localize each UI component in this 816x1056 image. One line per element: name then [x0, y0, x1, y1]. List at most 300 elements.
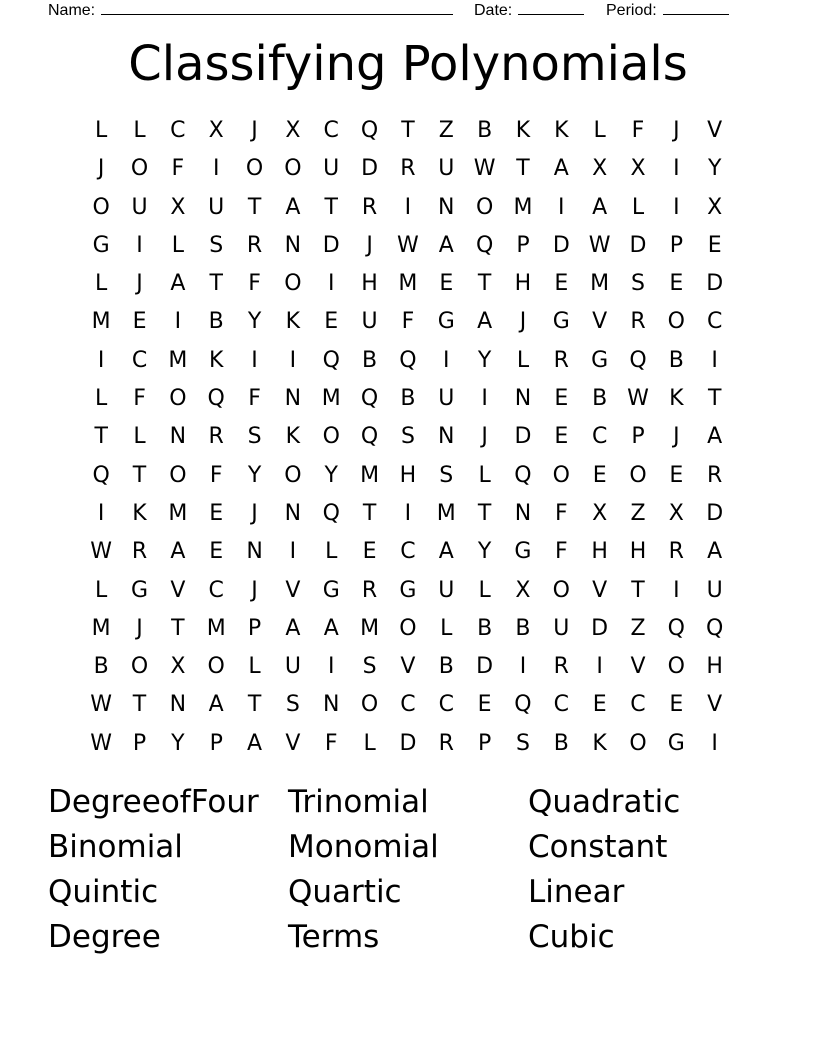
grid-cell[interactable]: N	[284, 386, 302, 412]
grid-cell[interactable]: O	[629, 462, 647, 488]
grid-cell[interactable]: W	[90, 692, 113, 718]
date-blank[interactable]	[518, 0, 584, 15]
grid-cell[interactable]: E	[554, 386, 569, 412]
grid-cell[interactable]: Q	[514, 462, 532, 488]
grid-cell[interactable]: I	[136, 232, 143, 258]
grid-cell[interactable]: E	[669, 462, 684, 488]
grid-cell[interactable]: K	[208, 347, 224, 373]
grid-cell[interactable]: L	[325, 539, 338, 565]
grid-cell[interactable]: I	[289, 347, 297, 373]
grid-cell[interactable]: I	[481, 386, 488, 412]
grid-cell[interactable]: T	[631, 577, 645, 603]
grid-cell[interactable]: B	[553, 730, 569, 756]
grid-cell[interactable]: B	[438, 654, 454, 680]
grid-cell[interactable]: I	[97, 347, 105, 373]
grid-cell[interactable]: G	[399, 577, 417, 603]
grid-cell[interactable]: E	[669, 271, 684, 297]
grid-cell[interactable]: J	[97, 156, 105, 182]
grid-cell[interactable]: S	[631, 271, 645, 297]
grid-cell[interactable]: D	[629, 232, 647, 258]
grid-cell[interactable]: Q	[322, 347, 340, 373]
grid-cell[interactable]: I	[596, 654, 603, 680]
grid-cell[interactable]: J	[136, 615, 143, 641]
word-bank	[48, 780, 768, 960]
grid-cell[interactable]: Q	[360, 118, 379, 143]
grid-cell[interactable]: Q	[207, 386, 225, 412]
grid-cell[interactable]: N	[514, 386, 532, 412]
grid-cell[interactable]: U	[553, 615, 570, 641]
grid-cell[interactable]: C	[630, 692, 646, 718]
grid-cell[interactable]: K	[285, 424, 301, 450]
grid-cell[interactable]: O	[284, 271, 302, 297]
grid-cell[interactable]: M	[91, 615, 111, 641]
grid-cell[interactable]: A	[438, 539, 454, 565]
word-bank-row	[48, 870, 768, 915]
grid-cell[interactable]: O	[169, 386, 187, 412]
grid-cell[interactable]: L	[171, 232, 184, 258]
grid-cell[interactable]: H	[591, 539, 608, 565]
grid-cell[interactable]: G	[322, 577, 340, 603]
grid-cell[interactable]: W	[90, 539, 113, 565]
grid-cell[interactable]: M	[436, 500, 456, 526]
grid-cell[interactable]: O	[245, 156, 264, 182]
grid-cell[interactable]: L	[516, 347, 530, 373]
grid-cell[interactable]: I	[327, 271, 335, 297]
grid-cell[interactable]: G	[552, 309, 570, 335]
grid-cell[interactable]: N	[514, 500, 532, 526]
grid-cell[interactable]: M	[321, 386, 341, 412]
grid-cell[interactable]: R	[630, 309, 646, 335]
grid-cell[interactable]: O	[552, 462, 570, 488]
grid-cell[interactable]: F	[248, 271, 261, 297]
grid-cell[interactable]: Q	[514, 692, 532, 718]
grid-cell[interactable]: Q	[322, 500, 340, 526]
grid-cell[interactable]: J	[251, 118, 258, 143]
grid-cell[interactable]: T	[132, 692, 147, 718]
grid-cell[interactable]: Q	[399, 347, 417, 373]
grid-cell[interactable]: F	[133, 386, 146, 412]
grid-cell[interactable]: M	[360, 462, 380, 488]
grid-cell[interactable]: N	[323, 692, 340, 718]
grid-row	[82, 227, 734, 265]
grid-cell[interactable]: B	[208, 309, 224, 335]
grid-cell[interactable]: C	[400, 539, 416, 565]
grid-cell[interactable]: N	[284, 232, 302, 258]
grid-cell[interactable]: T	[477, 271, 492, 297]
grid-cell[interactable]: B	[477, 615, 493, 641]
grid-cell[interactable]: P	[209, 730, 223, 756]
grid-cell[interactable]: E	[477, 692, 492, 718]
grid-cell[interactable]: P	[132, 730, 147, 756]
grid-cell[interactable]: T	[247, 194, 262, 220]
grid-cell[interactable]: Y	[707, 156, 722, 182]
grid-cell[interactable]: C	[400, 692, 416, 718]
grid-cell[interactable]: I	[711, 730, 718, 756]
grid-cell[interactable]: C	[131, 347, 148, 373]
grid-cell[interactable]: U	[208, 194, 225, 220]
grid-cell[interactable]: I	[327, 654, 335, 680]
grid-cell[interactable]: I	[673, 156, 680, 182]
grid-cell[interactable]: M	[168, 347, 188, 373]
grid-cell[interactable]: T	[209, 271, 223, 297]
grid-cell[interactable]: X	[707, 194, 723, 220]
grid-cell[interactable]: M	[398, 271, 418, 297]
grid-cell[interactable]: D	[476, 654, 494, 680]
grid-cell[interactable]: G	[667, 730, 685, 756]
grid-cell[interactable]: T	[324, 194, 338, 220]
grid-cell[interactable]: R	[131, 539, 148, 565]
grid-cell[interactable]: L	[133, 118, 146, 143]
grid-cell[interactable]: K	[132, 500, 147, 526]
grid-cell[interactable]: W	[473, 156, 496, 182]
grid-cell[interactable]: I	[212, 156, 220, 182]
grid-cell[interactable]: L	[95, 386, 108, 412]
grid-cell[interactable]: H	[514, 271, 532, 297]
grid-cell[interactable]: Z	[438, 118, 454, 143]
grid-cell[interactable]: N	[169, 424, 187, 450]
grid-cell[interactable]: W	[627, 386, 649, 412]
grid-cell[interactable]: D	[591, 615, 609, 641]
grid-cell[interactable]: N	[169, 692, 187, 718]
grid-cell[interactable]: K	[554, 118, 569, 143]
grid-cell[interactable]: A	[247, 730, 263, 756]
grid-cell[interactable]: X	[668, 500, 684, 526]
grid-cell[interactable]: G	[591, 347, 609, 373]
grid-cell[interactable]: D	[514, 424, 532, 450]
grid-cell[interactable]: C	[208, 577, 224, 603]
word-bank-item: Binomial	[48, 829, 183, 865]
grid-cell[interactable]: R	[707, 462, 723, 488]
grid-cell[interactable]: V	[630, 654, 646, 680]
grid-cell[interactable]: X	[592, 500, 608, 526]
grid-cell[interactable]: X	[592, 156, 608, 182]
grid-cell[interactable]: O	[284, 462, 302, 488]
grid-cell[interactable]: L	[478, 577, 491, 603]
grid-cell[interactable]: T	[171, 615, 185, 641]
grid-cell[interactable]: J	[251, 577, 258, 603]
grid-cell[interactable]: L	[95, 577, 108, 603]
grid-cell[interactable]: Y	[477, 539, 492, 565]
grid-cell[interactable]: E	[324, 309, 339, 335]
grid-cell[interactable]: P	[477, 730, 492, 756]
grid-cell[interactable]: Q	[92, 462, 110, 488]
grid-cell[interactable]: O	[169, 462, 187, 488]
grid-cell[interactable]: V	[592, 577, 608, 603]
grid-cell[interactable]: S	[285, 692, 300, 718]
grid-cell[interactable]: R	[438, 730, 454, 756]
grid-cell[interactable]: B	[93, 654, 109, 680]
grid-cell[interactable]: T	[362, 500, 377, 526]
grid-cell[interactable]: U	[438, 156, 455, 182]
grid-cell[interactable]: B	[515, 615, 531, 641]
grid-cell[interactable]: C	[438, 692, 454, 718]
grid-cell[interactable]: L	[478, 462, 491, 488]
grid-cell[interactable]: R	[553, 654, 569, 680]
grid-cell[interactable]: L	[593, 118, 606, 143]
grid-cell[interactable]: P	[631, 424, 645, 450]
grid-cell[interactable]: O	[667, 309, 685, 335]
grid-cell[interactable]: S	[209, 232, 224, 258]
grid-cell[interactable]: U	[323, 156, 340, 182]
grid-cell[interactable]: A	[170, 271, 186, 297]
grid-cell[interactable]: K	[285, 309, 301, 335]
grid-cell[interactable]: B	[477, 118, 493, 143]
grid-cell[interactable]: E	[592, 462, 607, 488]
grid-cell[interactable]: Z	[630, 500, 646, 526]
grid-cell[interactable]: B	[400, 386, 416, 412]
grid-cell[interactable]: T	[247, 692, 262, 718]
grid-cell[interactable]: V	[285, 730, 301, 756]
grid-cell[interactable]: L	[133, 424, 146, 450]
name-field	[48, 0, 453, 20]
grid-cell[interactable]: U	[361, 309, 378, 335]
grid-cell[interactable]: M	[360, 615, 380, 641]
grid-cell[interactable]: O	[92, 194, 110, 220]
grid-cell[interactable]: I	[673, 577, 680, 603]
grid-cell[interactable]: C	[323, 118, 339, 143]
grid-cell[interactable]: N	[438, 194, 455, 220]
grid-cell[interactable]: I	[443, 347, 450, 373]
grid-cell[interactable]: A	[208, 692, 224, 718]
grid-cell[interactable]: I	[251, 347, 258, 373]
grid-cell[interactable]: P	[669, 232, 683, 258]
grid-cell[interactable]: E	[554, 271, 569, 297]
grid-cell[interactable]: T	[132, 462, 147, 488]
grid-cell[interactable]: O	[207, 654, 225, 680]
grid-cell[interactable]: Q	[360, 386, 379, 412]
grid-cell[interactable]: R	[553, 347, 569, 373]
grid-cell[interactable]: O	[322, 424, 340, 450]
grid-cell[interactable]: A	[285, 615, 301, 641]
grid-cell[interactable]: L	[363, 730, 376, 756]
grid-row	[82, 380, 734, 418]
grid-cell[interactable]: S	[362, 654, 377, 680]
grid-cell[interactable]: X	[515, 577, 531, 603]
grid-cell[interactable]: F	[209, 462, 223, 488]
grid-cell[interactable]: R	[400, 156, 416, 182]
grid-cell[interactable]: E	[554, 424, 569, 450]
grid-cell[interactable]: A	[707, 539, 723, 565]
grid-cell[interactable]: J	[136, 271, 143, 297]
grid-cell[interactable]: L	[95, 271, 108, 297]
grid-cell[interactable]: V	[592, 309, 608, 335]
grid-cell[interactable]: V	[707, 692, 723, 718]
grid-cell[interactable]: F	[401, 309, 415, 335]
grid-cell[interactable]: N	[284, 500, 302, 526]
grid-cell[interactable]: Y	[247, 462, 262, 488]
grid-cell[interactable]: K	[592, 730, 607, 756]
grid-cell[interactable]: F	[631, 118, 645, 143]
grid-cell[interactable]: K	[669, 386, 684, 412]
grid-cell[interactable]: H	[361, 271, 378, 297]
grid-cell[interactable]: H	[399, 462, 417, 488]
grid-cell[interactable]: S	[247, 424, 262, 450]
grid-cell[interactable]: L	[631, 194, 645, 220]
grid-cell[interactable]: M	[513, 194, 533, 220]
grid-cell[interactable]: U	[131, 194, 148, 220]
grid-cell[interactable]: C	[170, 118, 186, 143]
grid-cell[interactable]: A	[553, 156, 569, 182]
grid-cell[interactable]: R	[361, 194, 378, 220]
grid-cell[interactable]: P	[516, 232, 530, 258]
grid-cell[interactable]: D	[361, 156, 379, 182]
grid-cell[interactable]: Q	[667, 615, 685, 641]
grid-cell[interactable]: A	[438, 232, 454, 258]
grid-cell[interactable]: H	[706, 654, 723, 680]
grid-cell[interactable]: I	[519, 654, 527, 680]
grid-cell[interactable]: I	[558, 194, 565, 220]
grid-cell[interactable]: T	[516, 156, 530, 182]
grid-cell[interactable]: H	[629, 539, 647, 565]
grid-cell[interactable]: L	[95, 118, 108, 143]
grid-cell[interactable]: G	[92, 232, 110, 258]
grid-cell[interactable]: J	[519, 309, 527, 335]
grid-cell[interactable]: R	[361, 577, 378, 603]
grid-cell[interactable]: F	[324, 730, 338, 756]
grid-cell[interactable]: A	[592, 194, 608, 220]
grid-cell[interactable]: E	[669, 692, 684, 718]
grid-cell[interactable]: G	[437, 309, 455, 335]
grid-cell[interactable]: Y	[477, 347, 492, 373]
grid-cell[interactable]: U	[706, 577, 723, 603]
grid-cell[interactable]: T	[94, 424, 108, 450]
grid-cell[interactable]: D	[706, 271, 724, 297]
grid-cell[interactable]: E	[592, 692, 607, 718]
grid-cell[interactable]: B	[592, 386, 608, 412]
grid-cell[interactable]: W	[588, 232, 611, 258]
grid-cell[interactable]: D	[552, 232, 570, 258]
grid-cell[interactable]: M	[590, 271, 610, 297]
grid-cell[interactable]: J	[366, 232, 373, 258]
grid-cell[interactable]: E	[707, 232, 722, 258]
name-blank[interactable]	[101, 0, 453, 15]
grid-cell[interactable]: I	[97, 500, 105, 526]
grid-cell[interactable]: S	[515, 730, 530, 756]
grid-cell[interactable]: Q	[475, 232, 494, 258]
grid-cell[interactable]: S	[400, 424, 415, 450]
grid-cell[interactable]: V	[707, 118, 723, 143]
grid-cell[interactable]: F	[554, 500, 568, 526]
grid-cell[interactable]: I	[404, 500, 412, 526]
grid-cell[interactable]: E	[439, 271, 454, 297]
grid-cell[interactable]: M	[206, 615, 226, 641]
grid-row	[82, 150, 734, 188]
grid-cell[interactable]: R	[668, 539, 684, 565]
grid-cell[interactable]: E	[209, 500, 224, 526]
grid-cell[interactable]: T	[477, 500, 492, 526]
grid-cell[interactable]: I	[404, 194, 412, 220]
grid-cell[interactable]: O	[667, 654, 685, 680]
period-blank[interactable]	[663, 0, 729, 15]
grid-cell[interactable]: E	[362, 539, 377, 565]
grid-cell[interactable]: Y	[324, 462, 338, 488]
grid-cell[interactable]: X	[285, 118, 301, 143]
grid-cell[interactable]: D	[399, 730, 417, 756]
grid-cell[interactable]: T	[707, 386, 722, 412]
grid-cell[interactable]: C	[591, 424, 608, 450]
grid-cell[interactable]: O	[130, 156, 149, 182]
grid-cell[interactable]: T	[401, 118, 415, 143]
grid-cell[interactable]: C	[553, 692, 569, 718]
grid-cell[interactable]: O	[475, 194, 494, 220]
grid-cell[interactable]: J	[481, 424, 488, 450]
grid-cell[interactable]: P	[247, 615, 262, 641]
grid-cell[interactable]: W	[397, 232, 419, 258]
grid-row	[82, 725, 734, 763]
grid-cell[interactable]: F	[171, 156, 185, 182]
grid-cell[interactable]: U	[438, 386, 455, 412]
grid-cell[interactable]: L	[248, 654, 261, 680]
grid-cell[interactable]: V	[285, 577, 301, 603]
grid-cell[interactable]: R	[208, 424, 224, 450]
grid-cell[interactable]: X	[170, 654, 186, 680]
grid-cell[interactable]: O	[360, 692, 379, 718]
grid-cell[interactable]: L	[440, 615, 453, 641]
grid-cell[interactable]: M	[91, 309, 111, 335]
grid-cell[interactable]: M	[168, 500, 188, 526]
grid-cell[interactable]: A	[285, 194, 301, 220]
grid-cell[interactable]: Z	[630, 615, 646, 641]
grid-cell[interactable]: X	[630, 156, 646, 182]
grid-cell[interactable]: Y	[171, 730, 185, 756]
grid-cell[interactable]: A	[477, 309, 493, 335]
grid-cell[interactable]: O	[130, 654, 149, 680]
grid-cell[interactable]: A	[170, 539, 186, 565]
grid-cell[interactable]: A	[323, 615, 339, 641]
grid-cell[interactable]: C	[706, 309, 723, 335]
grid-cell[interactable]: A	[707, 424, 723, 450]
grid-cell[interactable]: Q	[360, 424, 379, 450]
grid-cell[interactable]: S	[439, 462, 454, 488]
grid-cell[interactable]: E	[132, 309, 147, 335]
grid-cell[interactable]: N	[246, 539, 263, 565]
grid-cell[interactable]: O	[629, 730, 647, 756]
grid-cell[interactable]: X	[170, 194, 186, 220]
grid-cell[interactable]: O	[399, 615, 417, 641]
grid-cell[interactable]: V	[400, 654, 416, 680]
grid-cell[interactable]: G	[130, 577, 149, 603]
grid-cell[interactable]: K	[515, 118, 531, 143]
grid-cell[interactable]: I	[174, 309, 182, 335]
grid-cell[interactable]: J	[673, 118, 680, 143]
grid-cell[interactable]: W	[90, 730, 113, 756]
grid-cell[interactable]: J	[673, 424, 680, 450]
grid-cell[interactable]: V	[170, 577, 186, 603]
grid-cell[interactable]: U	[438, 577, 455, 603]
grid-cell[interactable]: I	[673, 194, 680, 220]
grid-cell[interactable]: E	[209, 539, 224, 565]
grid-cell[interactable]: G	[514, 539, 532, 565]
grid-cell[interactable]: X	[208, 118, 224, 143]
grid-cell[interactable]: N	[438, 424, 455, 450]
grid-cell[interactable]: F	[248, 386, 261, 412]
grid-cell[interactable]: O	[284, 156, 302, 182]
grid-cell[interactable]: F	[554, 539, 568, 565]
grid-cell[interactable]: B	[362, 347, 378, 373]
grid-cell[interactable]: U	[284, 654, 301, 680]
grid-cell[interactable]: D	[322, 232, 340, 258]
grid-cell[interactable]: B	[668, 347, 684, 373]
grid-cell[interactable]: Y	[247, 309, 262, 335]
grid-cell[interactable]: I	[289, 539, 297, 565]
grid-cell[interactable]: R	[246, 232, 263, 258]
grid-cell[interactable]: O	[552, 577, 570, 603]
grid-cell[interactable]: J	[251, 500, 258, 526]
grid-cell[interactable]: Q	[629, 347, 647, 373]
grid-cell[interactable]: Q	[706, 615, 724, 641]
grid-cell[interactable]: I	[711, 347, 718, 373]
grid-cell[interactable]: D	[706, 500, 724, 526]
